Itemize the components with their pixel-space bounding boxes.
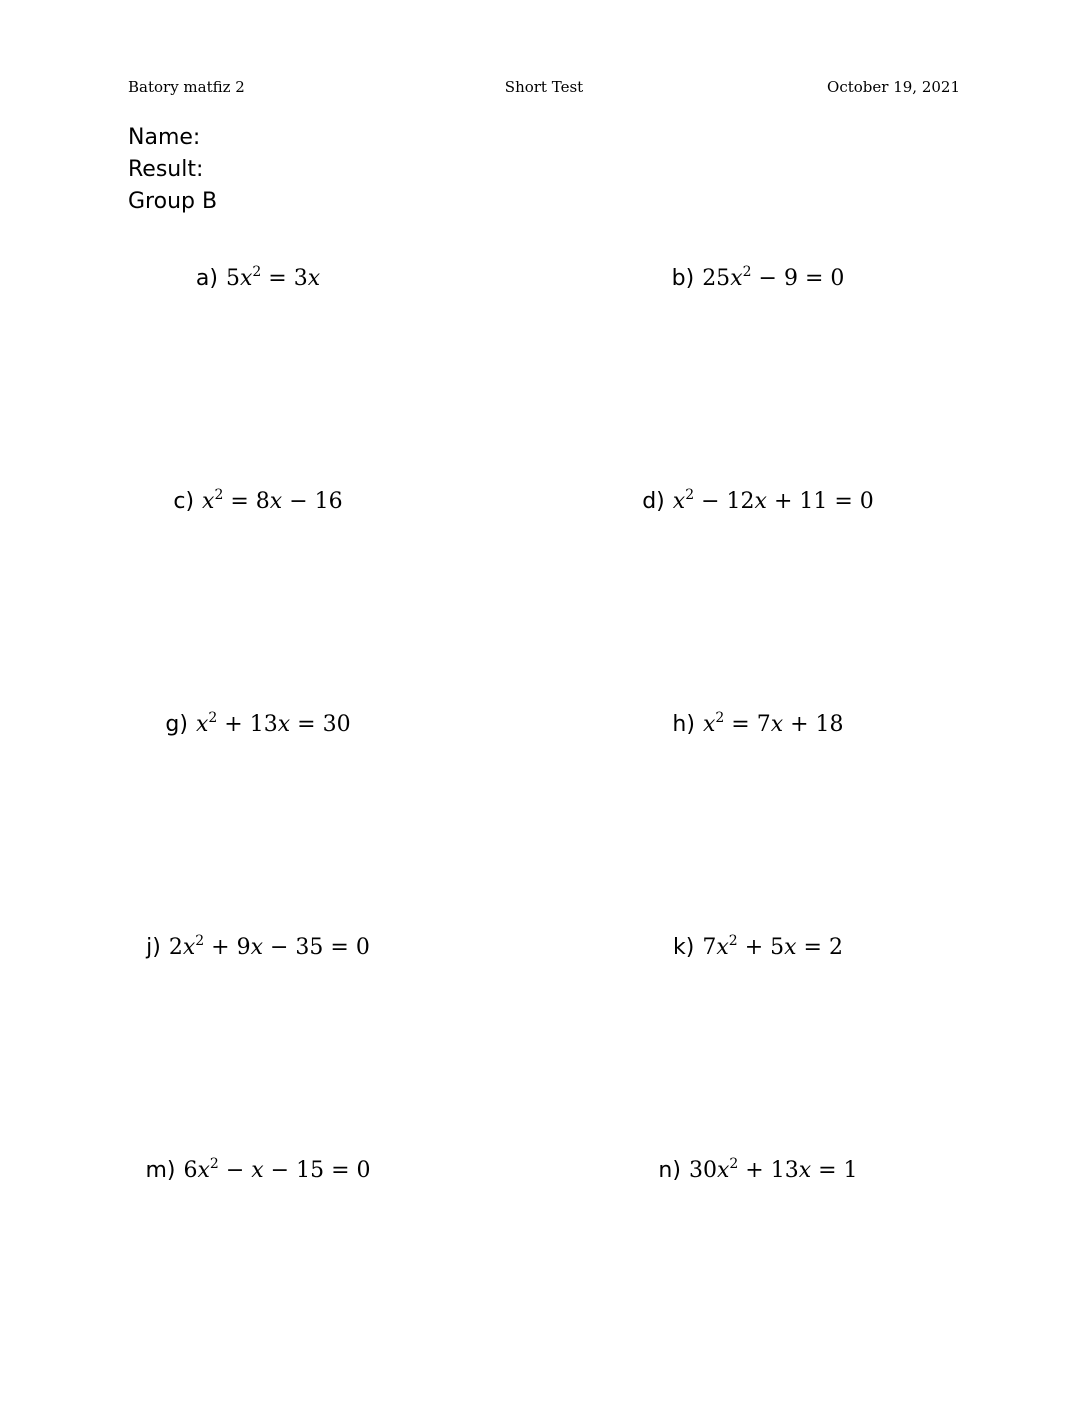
problem-equation: $x^2 + 13x = 30$ [195, 709, 351, 737]
problem-equation: $x^2 = 8x - 16$ [202, 486, 343, 514]
problem-equation: $7x^2 + 5x = 2$ [702, 932, 843, 960]
problem-equation: $5x^2 = 3x$ [225, 263, 321, 291]
problem-m [88, 1155, 428, 1183]
problem-label: m) [145, 1158, 176, 1183]
problem-label: j) [146, 935, 161, 960]
problem-equation: $x^2 = 7x + 18$ [702, 709, 844, 737]
problem-b [588, 263, 928, 291]
problem-label: g) [165, 712, 188, 737]
name-label: Name: [128, 125, 201, 150]
problem-equation: $25x^2 - 9 = 0$ [702, 263, 845, 291]
problem-label: d) [642, 489, 665, 514]
problem-equation: $6x^2 - x - 15 = 0$ [183, 1155, 371, 1183]
problem-equation: $30x^2 + 13x = 1$ [688, 1155, 858, 1183]
problem-label: k) [673, 935, 695, 960]
header-title: Short Test [504, 78, 584, 96]
problem-a [88, 263, 428, 291]
problem-k [588, 932, 928, 960]
problem-label: n) [658, 1158, 681, 1183]
problem-h [588, 709, 928, 737]
problem-equation: $x^2 - 12x + 11 = 0$ [672, 486, 874, 514]
problem-label: c) [173, 489, 195, 514]
problem-c [88, 486, 428, 514]
result-label: Result: [128, 157, 204, 182]
problem-d [588, 486, 928, 514]
problem-n [588, 1155, 928, 1183]
problem-g [88, 709, 428, 737]
problem-equation: $2x^2 + 9x - 35 = 0$ [168, 932, 370, 960]
header-course: Batory matfiz 2 [128, 78, 245, 96]
problem-label: h) [672, 712, 695, 737]
problem-label: a) [195, 266, 218, 291]
problem-label: b) [671, 266, 695, 291]
student-info [128, 122, 217, 218]
problem-j [88, 932, 428, 960]
group-label: Group B [128, 189, 218, 214]
header-date: October 19, 2021 [827, 78, 960, 96]
